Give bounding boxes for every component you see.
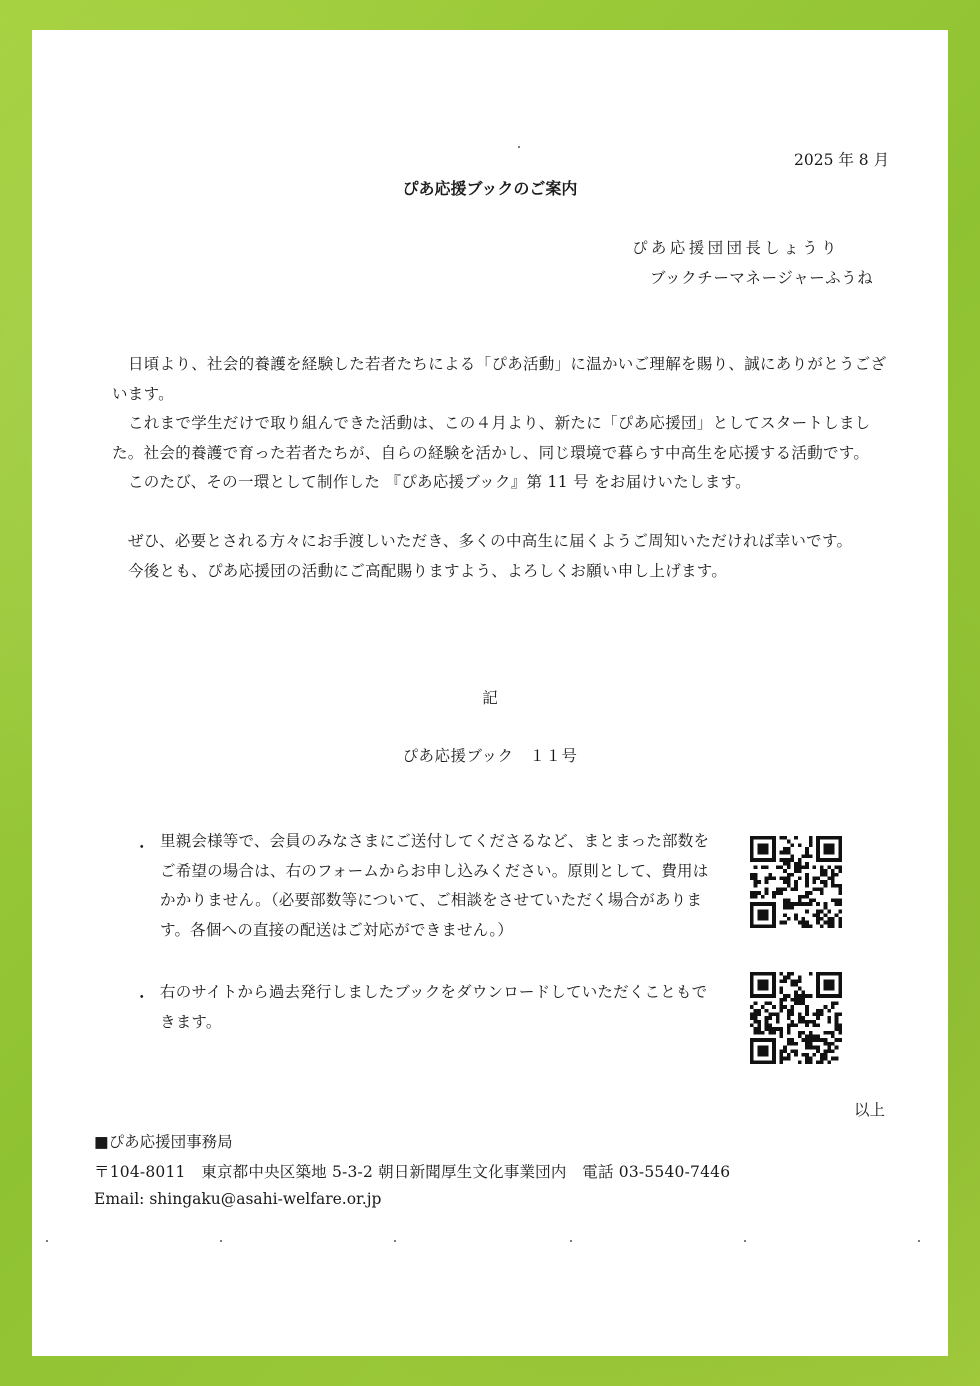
- bullet-text-download: 右のサイトから過去発行しましたブックをダウンロードしていただくこともできます。: [160, 983, 708, 1031]
- document-page: [32, 30, 948, 1356]
- scan-dot: [744, 1240, 746, 1242]
- bullet-mark-2: ・: [134, 988, 150, 1006]
- scan-dot: [46, 1240, 48, 1242]
- letter-body: [112, 350, 892, 586]
- qr-code-form[interactable]: [750, 836, 842, 928]
- scan-dot: [570, 1240, 572, 1242]
- qr-code-download[interactable]: [750, 972, 842, 1064]
- closing-ijo: 以上: [854, 1101, 886, 1119]
- body-paragraph-4: ぜひ、必要とされる方々にお手渡しいただき、多くの中高生に届くようご周知いただければ幸いです。: [128, 532, 853, 550]
- bullet-mark-1: ・: [134, 838, 150, 856]
- bullet-text-order: 里親会様等で、会員のみなさまにご送付してくださるなど、まとまった部数をご希望の場合は、右のフォームからお申し込みください。原則として、費用はかかりません。（必要部数等について、ご相談をさせていただく場合があります。各個への直接の配送はご対応ができません。）: [160, 832, 710, 939]
- office-email[interactable]: Email: shingaku@asahi-welfare.or.jp: [94, 1190, 382, 1208]
- sender-leader: ぴあ応援団団長しょうり: [632, 239, 840, 257]
- document-date: 2025 年 8 月: [794, 151, 890, 169]
- scan-dot: [518, 146, 520, 148]
- ki-heading: 記: [482, 689, 498, 707]
- scan-dot: [394, 1240, 396, 1242]
- document-title: ぴあ応援ブックのご案内: [402, 179, 578, 198]
- body-paragraph-2: これまで学生だけで取り組んできた活動は、この４月より、新たに「ぴあ応援団」としてスタートしました。社会的養護で育った若者たちが、自らの経験を活かし、同じ環境で暮らす中高生を応援する活動です。: [112, 414, 871, 462]
- office-name: ■ぴあ応援団事務局: [94, 1133, 233, 1151]
- office-address: 〒104-8011 東京都中央区築地 5-3-2 朝日新聞厚生文化事業団内 電話 03-5540-7446: [94, 1163, 731, 1181]
- book-number: ぴあ応援ブック １１号: [402, 747, 578, 765]
- body-paragraph-3: このたび、その一環として制作した 『ぴあ応援ブック』第 11 号 をお届けいたします。: [128, 473, 751, 491]
- scan-dot: [220, 1240, 222, 1242]
- scan-dot: [918, 1240, 920, 1242]
- body-paragraph-5: 今後とも、ぴあ応援団の活動にご高配賜りますよう、よろしくお願い申し上げます。: [128, 561, 728, 580]
- body-paragraph-1: 日頃より、社会的養護を経験した若者たちによる「ぴあ活動」に温かいご理解を賜り、誠にありがとうございます。: [112, 355, 887, 403]
- sender-manager: ブックチーマネージャーふうね: [650, 269, 874, 287]
